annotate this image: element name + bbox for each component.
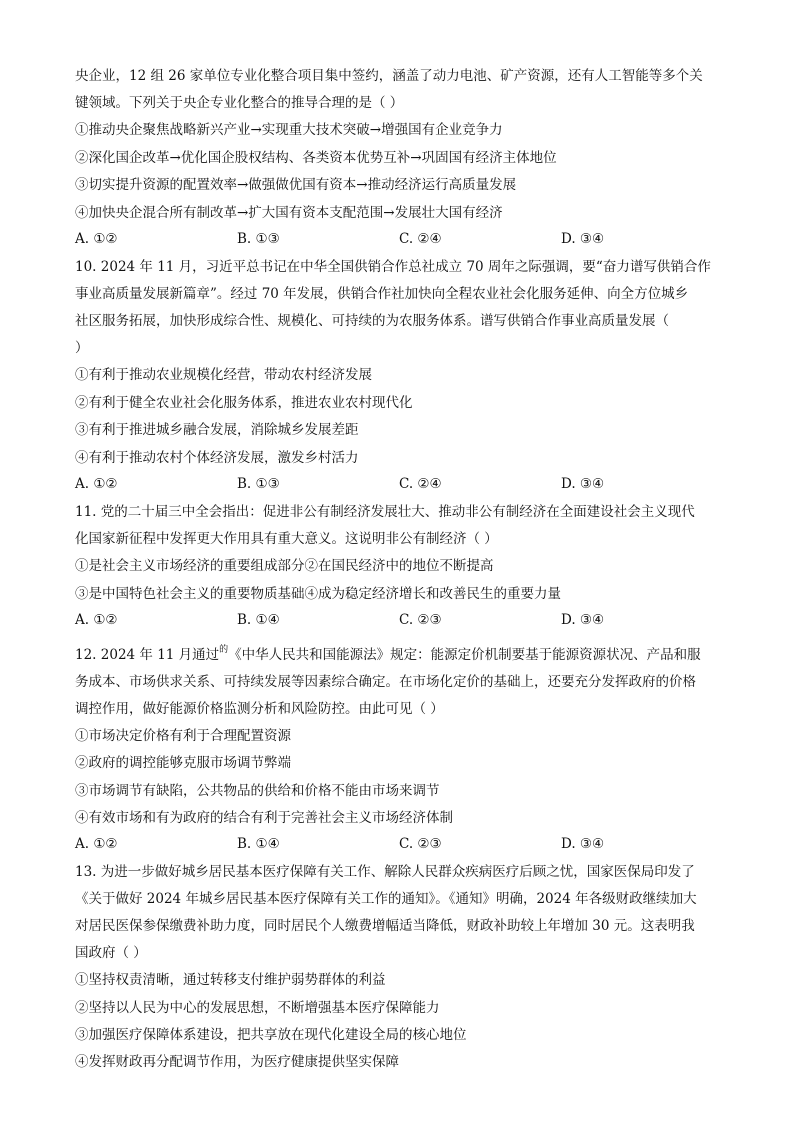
q9-item-1: ①推动央企聚焦战略新兴产业→实现重大技术突破→增强国有企业竞争力 xyxy=(75,122,503,138)
q12-option-a[interactable]: A. ①② xyxy=(75,836,118,852)
q10-option-d[interactable]: D. ③④ xyxy=(561,476,605,492)
q10-option-a[interactable]: A. ①② xyxy=(75,476,118,492)
q12-option-b[interactable]: B. ①④ xyxy=(237,836,280,852)
q13-stem-line-1: 13. 为进一步做好城乡居民基本医疗保障有关工作、解除人民群众疾病医疗后顾之忧，国家医保局印发了 xyxy=(75,864,695,880)
q10-item-3: ③有利于推进城乡融合发展，消除城乡发展差距 xyxy=(75,422,359,438)
q11-stem-line-2: 化国家新征程中发挥更大作用具有重大意义。这说明非公有制经济（ ） xyxy=(75,531,498,547)
q10-stem-line-2: 事业高质量发展新篇章”。经过 70 年发展，供销合作社加快向全程农业社会化服务延伸、向全方位城乡 xyxy=(75,286,689,302)
q13-stem-line-4: 国政府（ ） xyxy=(75,945,147,961)
q10-stem-line-3: 社区服务拓展，加快形成综合性、规模化、可持续的为农服务体系。谱写供销合作事业高质量发展（ xyxy=(75,313,669,329)
q13-item-2: ②坚持以人民为中心的发展思想，不断增强基本医疗保障能力 xyxy=(75,1000,440,1016)
q12-stem-superscript: 的 xyxy=(219,645,229,655)
q11-item-2: ③是中国特色社会主义的重要物质基础④成为稳定经济增长和改善民生的重要力量 xyxy=(75,586,561,602)
q11-options xyxy=(75,610,725,630)
q13-stem-line-2: 《关于做好 2024 年城乡居民基本医疗保障有关工作的通知》。《通知》明确，2024 年各级财政继续加大 xyxy=(75,891,697,907)
q9-item-3: ③切实提升资源的配置效率→做强做优国有资本→推动经济运行高质量发展 xyxy=(75,177,517,193)
q11-stem-line-1: 11. 党的二十届三中全会指出：促进非公有制经济发展壮大、推动非公有制经济在全面建设社会主义现代 xyxy=(75,504,695,520)
q10-option-c[interactable]: C. ②④ xyxy=(399,476,442,492)
q11-option-a[interactable]: A. ①② xyxy=(75,612,118,628)
q9-stem-line-2: 键领域。下列关于央企专业化整合的推导合理的是（ ） xyxy=(75,95,404,111)
q10-item-1: ①有利于推动农业规模化经营，带动农村经济发展 xyxy=(75,367,372,383)
q12-item-3: ③市场调节有缺陷，公共物品的供给和价格不能由市场来调节 xyxy=(75,783,440,799)
q10-option-b[interactable]: B. ①③ xyxy=(237,476,280,492)
q12-stem-line-2: 务成本、市场供求关系、可持续发展等因素综合确定。在市场化定价的基础上，还要充分发挥政府的价格 xyxy=(75,674,696,690)
q13-stem-line-3: 对居民医保参保缴费补助力度，同时居民个人缴费增幅适当降低，财政补助较上年增加 30 元。这表明我 xyxy=(75,918,695,934)
q9-item-4: ④加快央企混合所有制改革→扩大国有资本支配范围→发展壮大国有经济 xyxy=(75,205,503,221)
q12-item-2: ②政府的调控能够克服市场调节弊端 xyxy=(75,755,291,771)
q13-item-4: ④发挥财政再分配调节作用，为医疗健康提供坚实保障 xyxy=(75,1054,399,1070)
q12-item-1: ①市场决定价格有利于合理配置资源 xyxy=(75,728,291,744)
q13-item-1: ①坚持权责清晰，通过转移支付维护弱势群体的利益 xyxy=(75,972,386,988)
q11-item-1: ①是社会主义市场经济的重要组成部分②在国民经济中的地位不断提高 xyxy=(75,558,494,574)
q9-stem-line-1: 央企业，12 组 26 家单位专业化整合项目集中签约，涵盖了动力电池、矿产资源，还有人工智能等多个关 xyxy=(75,68,703,84)
q12-item-4: ④有效市场和有为政府的结合有利于完善社会主义市场经济体制 xyxy=(75,810,453,826)
q12-stem-line-3: 调控作用，做好能源价格监测分析和风险防控。由此可见（ ） xyxy=(75,701,444,717)
q9-option-c[interactable]: C. ②④ xyxy=(399,231,442,247)
q9-option-a[interactable]: A. ①② xyxy=(75,231,118,247)
q11-option-c[interactable]: C. ②③ xyxy=(399,612,442,628)
q12-stem-line-1 xyxy=(75,645,725,667)
q12-option-d[interactable]: D. ③④ xyxy=(561,836,605,852)
q13-item-3: ③加强医疗保障体系建设，把共享放在现代化建设全局的核心地位 xyxy=(75,1027,467,1043)
q10-stem-line-4: ） xyxy=(75,340,89,356)
q9-option-d[interactable]: D. ③④ xyxy=(561,231,605,247)
q9-item-2: ②深化国企改革→优化国企股权结构、各类资本优势互补→巩固国有经济主体地位 xyxy=(75,150,557,166)
q12-options xyxy=(75,834,725,854)
q9-option-b[interactable]: B. ①③ xyxy=(237,231,280,247)
q10-stem-line-1: 10. 2024 年 11 月，习近平总书记在中华全国供销合作总社成立 70 周年之际强调，要“奋力谱写供销合作 xyxy=(75,259,711,275)
q11-option-d[interactable]: D. ③④ xyxy=(561,612,605,628)
q9-options xyxy=(75,229,725,249)
q10-options xyxy=(75,474,725,494)
q12-stem-post: 《中华人民共和国能源法》规定：能源定价机制要基于能源资源状况、产品和服 xyxy=(228,647,701,663)
q12-option-c[interactable]: C. ②③ xyxy=(399,836,442,852)
q12-stem-pre: 12. 2024 年 11 月通过 xyxy=(75,647,220,663)
q10-item-2: ②有利于健全农业社会化服务体系，推进农业农村现代化 xyxy=(75,395,413,411)
q11-option-b[interactable]: B. ①④ xyxy=(237,612,280,628)
q10-item-4: ④有利于推动农村个体经济发展，激发乡村活力 xyxy=(75,450,359,466)
